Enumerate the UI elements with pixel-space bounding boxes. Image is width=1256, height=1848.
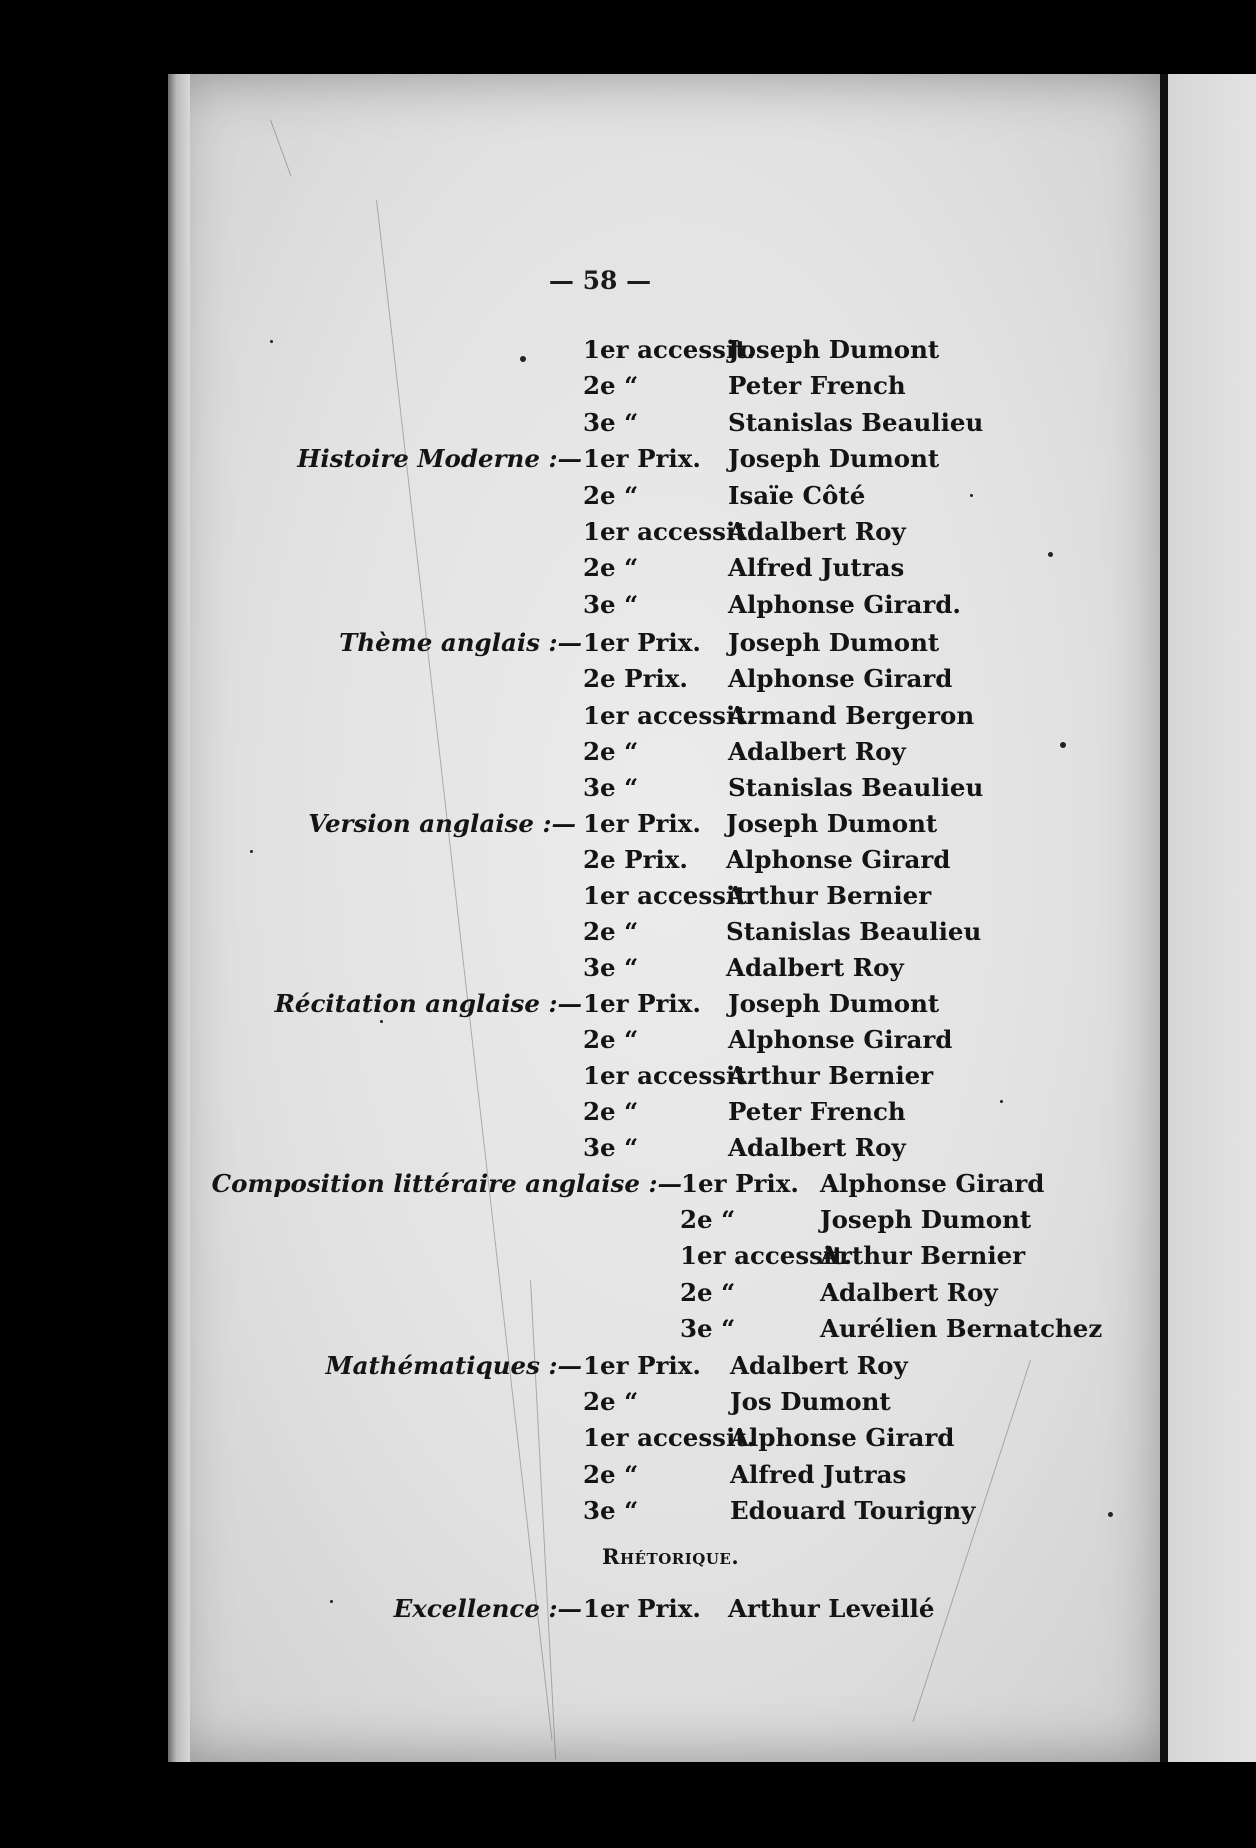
winner-name: Jos Dumont [730,1387,891,1416]
winner-name: Adalbert Roy [728,1133,906,1162]
rank-label: 1er Prix. [583,989,701,1018]
winner-name: Alphonse Girard. [728,590,961,619]
winner-name: Joseph Dumont [728,628,940,657]
rank-label: 3e “ [680,1314,736,1343]
rank-label: 1er accessit. [583,1423,756,1452]
rank-label: 1er accessit. [583,517,756,546]
scan-speck [970,494,973,497]
rank-label: 2e “ [583,1025,639,1054]
winner-name: Joseph Dumont [728,444,940,473]
rank-label: 2e “ [680,1278,736,1307]
winner-name: Joseph Dumont [728,335,940,364]
rank-label: 1er Prix. [583,1351,701,1380]
winner-name: Joseph Dumont [820,1205,1032,1234]
winner-name: Joseph Dumont [726,809,938,838]
scan-speck [330,1600,333,1603]
scan-speck [520,356,526,362]
scan-speck [1108,1512,1113,1517]
scan-speck [1000,1100,1003,1103]
page-divider [1160,74,1168,1762]
rank-label: 2e “ [583,553,639,582]
winner-name: Alphonse Girard [728,664,953,693]
subject-label: Excellence :— [393,1594,582,1623]
subject-label: Version anglaise :— [308,809,576,838]
winner-name: Peter French [728,1097,906,1126]
rank-label: 2e “ [583,1387,639,1416]
winner-name: Aurélien Bernatchez [820,1314,1103,1343]
scan-speck [1048,552,1053,557]
winner-name: Peter French [728,371,906,400]
winner-name: Stanislas Beaulieu [728,773,984,802]
winner-name: Joseph Dumont [728,989,940,1018]
winner-name: Arthur Bernier [820,1241,1026,1270]
winner-name: Alphonse Girard [726,845,951,874]
winner-name: Stanislas Beaulieu [728,408,984,437]
winner-name: Arthur Bernier [728,1061,934,1090]
facing-page-edge [1168,74,1256,1762]
winner-name: Alphonse Girard [730,1423,955,1452]
rank-label: 2e Prix. [583,845,688,874]
rank-label: 1er Prix. [583,1594,701,1623]
rank-label: 2e “ [583,481,639,510]
rank-label: 1er Prix. [681,1169,799,1198]
rank-label: 2e “ [583,737,639,766]
rank-label: 2e “ [583,1460,639,1489]
rank-label: 3e “ [583,1496,639,1525]
subject-label: Récitation anglaise :— [274,989,582,1018]
rank-label: 2e “ [583,371,639,400]
subject-label: Composition littéraire anglaise :— [211,1169,682,1198]
rank-label: 3e “ [583,773,639,802]
subject-label: Thème anglais :— [339,628,582,657]
page-number: — 58 — [548,266,652,295]
subject-label: Mathématiques :— [325,1351,582,1380]
winner-name: Alfred Jutras [728,553,905,582]
rank-label: 2e Prix. [583,664,688,693]
rank-label: 1er Prix. [583,444,701,473]
rank-label: 3e “ [583,408,639,437]
winner-name: Alfred Jutras [730,1460,907,1489]
winner-name: Arthur Bernier [726,881,932,910]
section-heading: Rhétorique. [602,1544,740,1569]
rank-label: 1er accessit. [583,881,756,910]
winner-name: Adalbert Roy [726,953,904,982]
winner-name: Adalbert Roy [728,517,906,546]
scan-speck [250,850,253,853]
scan-speck [380,1020,383,1023]
rank-label: 1er accessit. [583,335,756,364]
page-gutter-edge [168,74,190,1762]
rank-label: 2e “ [583,917,639,946]
scan-speck [270,340,273,343]
winner-name: Adalbert Roy [820,1278,998,1307]
subject-label: Histoire Moderne :— [297,444,582,473]
rank-label: 1er accessit. [583,701,756,730]
scan-speck [1060,742,1066,748]
rank-label: 3e “ [583,1133,639,1162]
winner-name: Edouard Tourigny [730,1496,976,1525]
winner-name: Adalbert Roy [730,1351,908,1380]
winner-name: Adalbert Roy [728,737,906,766]
rank-label: 3e “ [583,590,639,619]
rank-label: 1er Prix. [583,628,701,657]
rank-label: 2e “ [583,1097,639,1126]
rank-label: 2e “ [680,1205,736,1234]
rank-label: 1er Prix. [583,809,701,838]
winner-name: Alphonse Girard [820,1169,1045,1198]
winner-name: Isaïe Côté [728,481,866,510]
winner-name: Armand Bergeron [728,701,975,730]
winner-name: Arthur Leveillé [728,1594,935,1623]
rank-label: 1er accessit. [680,1241,853,1270]
rank-label: 3e “ [583,953,639,982]
book-page [168,74,1166,1762]
rank-label: 1er accessit. [583,1061,756,1090]
winner-name: Stanislas Beaulieu [726,917,982,946]
winner-name: Alphonse Girard [728,1025,953,1054]
